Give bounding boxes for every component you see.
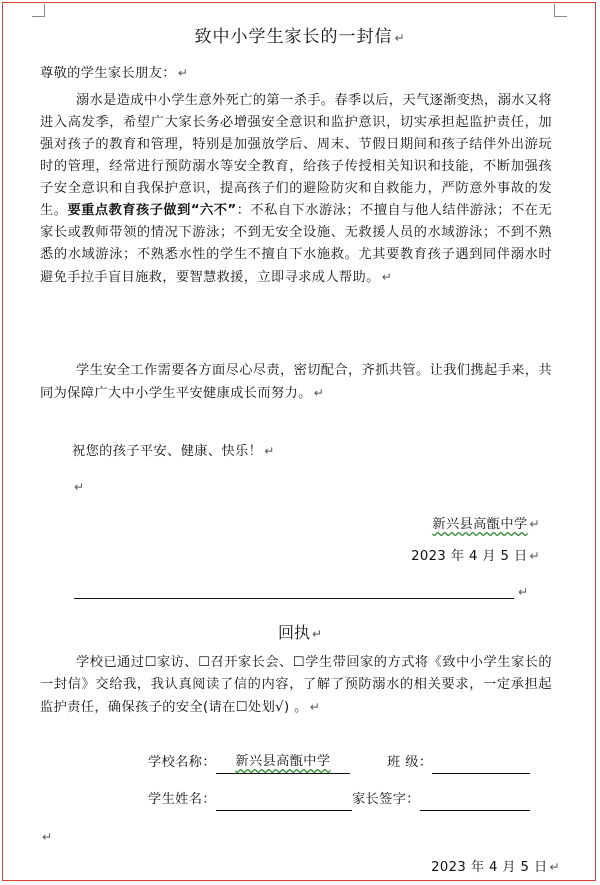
class-field[interactable]: [432, 757, 530, 774]
paragraph-mark-icon: ↵: [381, 270, 393, 284]
paragraph-mark-icon: ↵: [394, 31, 406, 45]
form-row-student-parent: [148, 789, 530, 811]
six-nots-emphasis: 要重点教育孩子做到“六不”: [67, 203, 237, 218]
receipt-date[interactable]: 2023 年 4 月 5 日 ↵: [431, 860, 560, 875]
margin-corner-top-right: [554, 4, 567, 17]
paragraph-mark-icon: ↵: [518, 585, 529, 599]
paragraph-mark-icon: ↵: [529, 549, 540, 563]
signature-date[interactable]: 2023 年 4 月 5 日 ↵: [411, 549, 540, 564]
cut-line: [74, 598, 514, 599]
class-label: 班 级：: [387, 755, 433, 770]
empty-paragraph[interactable]: [40, 826, 52, 849]
paragraph-mark-icon: ↵: [313, 386, 325, 400]
paragraph-mark-icon: ↵: [549, 860, 560, 874]
school-name-field[interactable]: 新兴县高甑中学: [216, 751, 350, 774]
greeting[interactable]: 尊敬的学生家长朋友： ↵: [40, 66, 189, 81]
body-paragraph-1-rest: ：不私自下水游泳；不擅自与他人结伴游泳；不在无家长或教师带领的情况下游泳；不到无安全设施、无救援人员的水域游泳；不到不熟悉的水域游泳；不熟悉水性的学生不擅自下水施救。尤其要教育孩子遇到同伴溺水时避免手拉手盲目施救，要智慧救援，立即寻求成人帮助。: [40, 203, 552, 285]
student-name-label: 学生姓名：: [148, 792, 216, 807]
body-paragraph-2[interactable]: 学生安全工作需要各方面尽心尽责，密切配合，齐抓共管。让我们携起手来，共同为保障广大中小学生平安健康成长而努力。 ↵: [40, 363, 552, 401]
parent-signature-field[interactable]: [420, 794, 530, 811]
school-name-label: 学校名称：: [148, 755, 216, 770]
margin-corner-top-left: [32, 4, 45, 17]
empty-paragraph[interactable]: [72, 476, 84, 499]
receipt-paragraph[interactable]: 学校已通过☐家访、☐召开家长会、☐学生带回家的方式将《致中小学生家长的一封信》交给我，我认真阅读了信的内容，了解了预防溺水的相关要求，一定承担起监护责任，确保孩子的安全(请在☐处划√) 。 ↵: [40, 655, 552, 715]
closing-wish[interactable]: 祝您的孩子平安、健康、快乐！ ↵: [72, 444, 275, 459]
body-paragraph-1-lead: 溺水是造成中小学生意外死亡的第一杀手。春季以后，天气逐渐变热，溺水又将进入高发季，希望广大家长务必增强安全意识和监护意识，切实承担起监护责任，加强对孩子的教育和管理，特别是加强放学后、周末、节假日期间和孩子结伴外出游玩时的管理，经常进行预防溺水等安全教育，给孩子传授相关知识和技能，不断加强孩子安全意识和自我保护意识，提高孩子们的避险防灾和自救能力，严防意外事故的发生。: [40, 93, 552, 218]
paragraph-mark-icon: ↵: [311, 627, 323, 641]
paragraph-mark-icon: ↵: [529, 517, 540, 531]
body-paragraph-1[interactable]: [40, 90, 552, 289]
paragraph-mark-icon: ↵: [309, 700, 321, 714]
parent-signature-label: 家长签字：: [351, 792, 420, 807]
letter-title[interactable]: 致中小学生家长的一封信 ↵: [194, 27, 406, 47]
signature-school[interactable]: 新兴县高甑中学 ↵: [432, 517, 540, 532]
receipt-title[interactable]: 回执 ↵: [277, 623, 323, 642]
form-row-school-class: [148, 751, 530, 774]
paragraph-mark-icon: ↵: [74, 480, 85, 494]
student-name-field[interactable]: [216, 794, 352, 811]
paragraph-mark-icon: ↵: [264, 444, 275, 458]
paragraph-mark-icon: ↵: [42, 830, 53, 844]
paragraph-mark-icon: ↵: [177, 66, 189, 80]
